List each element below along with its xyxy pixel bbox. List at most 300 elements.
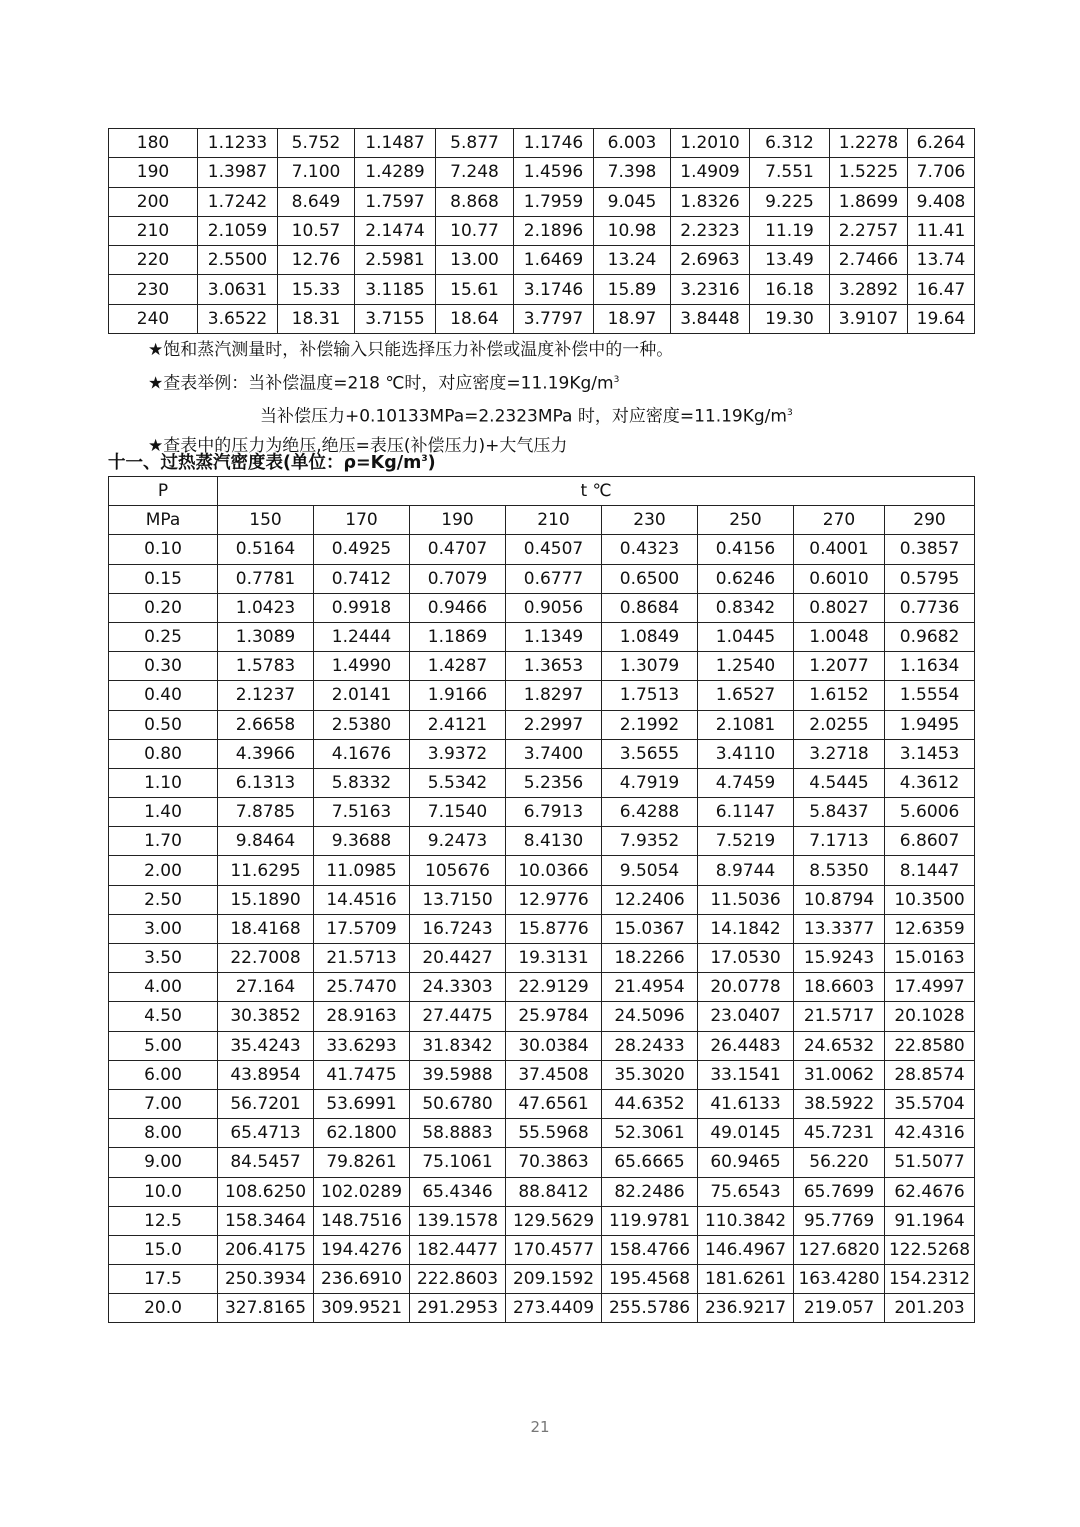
density-cell: 21.5717 [794,1002,885,1031]
density-cell: 15.9243 [794,944,885,973]
density-cell: 18.4168 [218,914,314,943]
density-cell: 0.8342 [698,593,794,622]
pressure-cell: 6.00 [109,1060,218,1089]
pressure-cell: 0.10 [109,535,218,564]
density-cell: 309.9521 [314,1294,410,1323]
density-cell: 154.2312 [885,1265,975,1294]
density-cell: 27.4475 [410,1002,506,1031]
density-cell: 255.5786 [602,1294,698,1323]
header-row-1 [109,477,975,506]
density-cell: 41.7475 [314,1060,410,1089]
density-cell: 39.5988 [410,1060,506,1089]
temperature-header-cell: 170 [314,506,410,535]
density-cell: 75.1061 [410,1148,506,1177]
density-cell: 11.0985 [314,856,410,885]
density-cell: 3.9372 [410,739,506,768]
table-cell: 210 [109,216,198,245]
density-cell: 37.4508 [506,1060,602,1089]
density-cell: 25.9784 [506,1002,602,1031]
density-cell: 70.3863 [506,1148,602,1177]
density-cell: 0.9918 [314,593,410,622]
table-cell: 1.4596 [514,158,594,187]
table-cell: 1.2278 [830,129,908,158]
density-cell: 44.6352 [602,1089,698,1118]
header-temperature: t ℃ [218,477,975,506]
table-row [109,1060,975,1089]
table-cell: 13.49 [750,246,830,275]
density-cell: 1.4287 [410,652,506,681]
density-cell: 1.5554 [885,681,975,710]
table-cell: 11.19 [750,216,830,245]
header-row-2 [109,506,975,535]
table-row [109,798,975,827]
table-cell: 5.877 [436,129,514,158]
temperature-header-cell: 250 [698,506,794,535]
density-cell: 18.2266 [602,944,698,973]
density-cell: 3.5655 [602,739,698,768]
density-cell: 27.164 [218,973,314,1002]
density-cell: 2.0255 [794,710,885,739]
table-cell: 240 [109,304,198,333]
density-cell: 35.3020 [602,1060,698,1089]
table-cell: 2.2323 [671,216,750,245]
temperature-header-cell: 190 [410,506,506,535]
density-cell: 195.4568 [602,1265,698,1294]
density-cell: 4.5445 [794,768,885,797]
table-cell: 3.7797 [514,304,594,333]
table-row [109,681,975,710]
note-line-3: 当补偿压力+0.10133MPa=2.2323MPa 时，对应密度$=11.19Kg/m^3$ [260,406,793,427]
density-cell: 219.057 [794,1294,885,1323]
density-cell: 102.0289 [314,1177,410,1206]
table-row [109,187,975,216]
table-row [109,1265,975,1294]
density-cell: 28.8574 [885,1060,975,1089]
pressure-cell: 2.50 [109,885,218,914]
table-row [109,710,975,739]
density-cell: 1.2444 [314,622,410,651]
density-cell: 17.0530 [698,944,794,973]
table-row [109,564,975,593]
density-cell: 58.8883 [410,1119,506,1148]
table-cell: 2.6963 [671,246,750,275]
density-cell: 163.4280 [794,1265,885,1294]
density-cell: 2.0141 [314,681,410,710]
table-cell: 3.1185 [355,275,436,304]
table-cell: 3.6522 [198,304,278,333]
density-cell: 0.7781 [218,564,314,593]
density-cell: 0.4507 [506,535,602,564]
table-cell: 190 [109,158,198,187]
density-cell: 0.5795 [885,564,975,593]
table-cell: 1.5225 [830,158,908,187]
density-cell: 24.5096 [602,1002,698,1031]
density-cell: 33.1541 [698,1060,794,1089]
density-cell: 51.5077 [885,1148,975,1177]
note-line-1: ★饱和蒸汽测量时，补偿输入只能选择压力补偿或温度补偿中的一种。 [148,340,674,360]
density-cell: 108.6250 [218,1177,314,1206]
table-row [109,535,975,564]
density-cell: 5.8332 [314,768,410,797]
table-cell: 200 [109,187,198,216]
density-cell: 0.6777 [506,564,602,593]
pressure-cell: 1.40 [109,798,218,827]
density-cell: 0.4001 [794,535,885,564]
density-cell: 49.0145 [698,1119,794,1148]
pressure-cell: 7.00 [109,1089,218,1118]
density-cell: 1.0849 [602,622,698,651]
table-cell: 15.33 [278,275,355,304]
density-cell: 3.1453 [885,739,975,768]
table-cell: 1.3987 [198,158,278,187]
density-cell: 4.1676 [314,739,410,768]
density-cell: 30.0384 [506,1031,602,1060]
table-cell: 15.89 [594,275,671,304]
table-cell: 180 [109,129,198,158]
density-cell: 0.8684 [602,593,698,622]
density-cell: 222.8603 [410,1265,506,1294]
density-cell: 28.2433 [602,1031,698,1060]
table-cell: 16.47 [908,275,975,304]
density-cell: 6.1313 [218,768,314,797]
density-cell: 2.1992 [602,710,698,739]
temperature-header-cell: 270 [794,506,885,535]
density-cell: 236.6910 [314,1265,410,1294]
density-cell: 1.7513 [602,681,698,710]
density-cell: 41.6133 [698,1089,794,1118]
density-cell: 182.4477 [410,1235,506,1264]
density-cell: 1.1869 [410,622,506,651]
table-cell: 1.7242 [198,187,278,216]
density-cell: 0.4323 [602,535,698,564]
table-cell: 11.41 [908,216,975,245]
density-cell: 65.4713 [218,1119,314,1148]
pressure-cell: 0.40 [109,681,218,710]
table-cell: 2.5500 [198,246,278,275]
table-cell: 1.6469 [514,246,594,275]
density-cell: 18.6603 [794,973,885,1002]
table-row [109,246,975,275]
density-cell: 0.9056 [506,593,602,622]
density-cell: 45.7231 [794,1119,885,1148]
density-cell: 20.1028 [885,1002,975,1031]
density-cell: 8.9744 [698,856,794,885]
pressure-cell: 3.00 [109,914,218,943]
table-cell: 9.408 [908,187,975,216]
density-cell: 5.2356 [506,768,602,797]
table-row [109,304,975,333]
density-cell: 1.0445 [698,622,794,651]
density-cell: 35.5704 [885,1089,975,1118]
pressure-cell: 15.0 [109,1235,218,1264]
density-cell: 43.8954 [218,1060,314,1089]
density-cell: 158.4766 [602,1235,698,1264]
table-cell: 13.00 [436,246,514,275]
density-cell: 75.6543 [698,1177,794,1206]
density-cell: 7.8785 [218,798,314,827]
density-cell: 11.6295 [218,856,314,885]
density-cell: 146.4967 [698,1235,794,1264]
density-cell: 56.220 [794,1148,885,1177]
pressure-cell: 0.20 [109,593,218,622]
density-cell: 0.7079 [410,564,506,593]
density-cell: 6.1147 [698,798,794,827]
density-cell: 91.1964 [885,1206,975,1235]
density-cell: 4.7459 [698,768,794,797]
density-cell: 65.7699 [794,1177,885,1206]
superheated-steam-table [108,476,975,1323]
density-cell: 2.4121 [410,710,506,739]
table-row [109,1206,975,1235]
table-cell: 15.61 [436,275,514,304]
density-cell: 1.2077 [794,652,885,681]
density-cell: 21.5713 [314,944,410,973]
density-cell: 0.4707 [410,535,506,564]
table-cell: 8.649 [278,187,355,216]
pressure-cell: 0.50 [109,710,218,739]
table-cell: 1.7959 [514,187,594,216]
density-cell: 38.5922 [794,1089,885,1118]
density-cell: 62.1800 [314,1119,410,1148]
density-cell: 14.1842 [698,914,794,943]
density-cell: 6.8607 [885,827,975,856]
density-cell: 1.3089 [218,622,314,651]
density-cell: 22.8580 [885,1031,975,1060]
note-line-4: ★查表中的压力为绝压,绝压=表压(补偿压力)+大气压力 [148,435,568,456]
pressure-cell: 3.50 [109,944,218,973]
density-cell: 9.3688 [314,827,410,856]
density-cell: 14.4516 [314,885,410,914]
density-cell: 20.4427 [410,944,506,973]
temperature-header-cell: 210 [506,506,602,535]
density-cell: 17.5709 [314,914,410,943]
table-cell: 230 [109,275,198,304]
pressure-cell: 5.00 [109,1031,218,1060]
table-cell: 3.8448 [671,304,750,333]
density-cell: 82.2486 [602,1177,698,1206]
table-cell: 10.57 [278,216,355,245]
density-cell: 65.6665 [602,1148,698,1177]
table-cell: 6.312 [750,129,830,158]
table-cell: 6.003 [594,129,671,158]
table-cell: 1.4909 [671,158,750,187]
density-cell: 0.3857 [885,535,975,564]
density-cell: 15.1890 [218,885,314,914]
pressure-cell: 0.30 [109,652,218,681]
density-cell: 209.1592 [506,1265,602,1294]
density-cell: 8.1447 [885,856,975,885]
table-cell: 1.1487 [355,129,436,158]
table-row [109,856,975,885]
density-cell: 7.9352 [602,827,698,856]
density-cell: 19.3131 [506,944,602,973]
density-cell: 327.8165 [218,1294,314,1323]
density-cell: 3.4110 [698,739,794,768]
table-row [109,1119,975,1148]
table-cell: 1.7597 [355,187,436,216]
table-row [109,768,975,797]
pressure-cell: 0.25 [109,622,218,651]
table-row [109,1235,975,1264]
table-cell: 19.30 [750,304,830,333]
saturated-steam-table [108,128,975,334]
density-cell: 3.7400 [506,739,602,768]
pressure-cell: 8.00 [109,1119,218,1148]
table-cell: 2.1896 [514,216,594,245]
density-cell: 1.8297 [506,681,602,710]
density-cell: 24.6532 [794,1031,885,1060]
density-cell: 5.6006 [885,798,975,827]
density-cell: 7.5163 [314,798,410,827]
density-cell: 15.8776 [506,914,602,943]
density-cell: 1.4990 [314,652,410,681]
density-cell: 31.0062 [794,1060,885,1089]
density-cell: 201.203 [885,1294,975,1323]
density-cell: 25.7470 [314,973,410,1002]
table-cell: 1.1233 [198,129,278,158]
density-cell: 7.1713 [794,827,885,856]
density-cell: 16.7243 [410,914,506,943]
table-cell: 1.4289 [355,158,436,187]
density-cell: 119.9781 [602,1206,698,1235]
density-cell: 1.3653 [506,652,602,681]
table-cell: 2.5981 [355,246,436,275]
table-cell: 19.64 [908,304,975,333]
density-cell: 4.7919 [602,768,698,797]
table-row [109,1294,975,1323]
density-cell: 1.3079 [602,652,698,681]
table-cell: 18.64 [436,304,514,333]
density-cell: 65.4346 [410,1177,506,1206]
pressure-cell: 10.0 [109,1177,218,1206]
page-number: 21 [530,1418,550,1436]
table-cell: 1.8699 [830,187,908,216]
density-cell: 0.6010 [794,564,885,593]
table-cell: 7.551 [750,158,830,187]
density-cell: 10.0366 [506,856,602,885]
temperature-header-cell: 230 [602,506,698,535]
density-cell: 105676 [410,856,506,885]
table-cell: 18.97 [594,304,671,333]
table-cell: 7.398 [594,158,671,187]
table-cell: 9.225 [750,187,830,216]
table-row [109,593,975,622]
table-cell: 13.74 [908,246,975,275]
table-cell: 1.2010 [671,129,750,158]
density-cell: 22.9129 [506,973,602,1002]
table-row [109,652,975,681]
density-cell: 170.4577 [506,1235,602,1264]
density-cell: 127.6820 [794,1235,885,1264]
table-cell: 1.1746 [514,129,594,158]
density-cell: 2.5380 [314,710,410,739]
table-row [109,216,975,245]
table-cell: 2.1474 [355,216,436,245]
density-cell: 17.4997 [885,973,975,1002]
density-cell: 12.6359 [885,914,975,943]
density-cell: 56.7201 [218,1089,314,1118]
table-cell: 1.8326 [671,187,750,216]
density-cell: 1.1349 [506,622,602,651]
header-p: P [109,477,218,506]
density-cell: 95.7769 [794,1206,885,1235]
notes [148,336,793,461]
density-cell: 47.6561 [506,1089,602,1118]
density-cell: 2.1081 [698,710,794,739]
density-cell: 55.5968 [506,1119,602,1148]
table-row [109,739,975,768]
table-row [109,1002,975,1031]
density-cell: 139.1578 [410,1206,506,1235]
table-cell: 13.24 [594,246,671,275]
density-cell: 22.7008 [218,944,314,973]
density-cell: 84.5457 [218,1148,314,1177]
density-cell: 35.4243 [218,1031,314,1060]
density-cell: 3.2718 [794,739,885,768]
density-cell: 5.8437 [794,798,885,827]
density-cell: 23.0407 [698,1002,794,1031]
density-cell: 1.5783 [218,652,314,681]
table-cell: 6.264 [908,129,975,158]
density-cell: 4.3966 [218,739,314,768]
table-cell: 2.2757 [830,216,908,245]
table-cell: 16.18 [750,275,830,304]
table-row [109,1089,975,1118]
density-cell: 20.0778 [698,973,794,1002]
density-cell: 1.6527 [698,681,794,710]
density-cell: 0.4156 [698,535,794,564]
density-cell: 21.4954 [602,973,698,1002]
density-cell: 0.9682 [885,622,975,651]
density-cell: 11.5036 [698,885,794,914]
density-cell: 148.7516 [314,1206,410,1235]
density-cell: 2.1237 [218,681,314,710]
density-cell: 52.3061 [602,1119,698,1148]
density-cell: 0.9466 [410,593,506,622]
pressure-cell: 17.5 [109,1265,218,1294]
density-cell: 7.5219 [698,827,794,856]
pressure-cell: 2.00 [109,856,218,885]
density-cell: 50.6780 [410,1089,506,1118]
density-cell: 12.2406 [602,885,698,914]
note-line-2: ★查表举例：当补偿温度=218 ℃时，对应密度$=11.19Kg/m^3$ [148,373,620,394]
pressure-cell: 0.80 [109,739,218,768]
density-cell: 206.4175 [218,1235,314,1264]
density-cell: 2.2997 [506,710,602,739]
pressure-cell: 4.00 [109,973,218,1002]
density-cell: 1.2540 [698,652,794,681]
table-row [109,1177,975,1206]
density-cell: 10.8794 [794,885,885,914]
density-cell: 9.8464 [218,827,314,856]
table-row [109,158,975,187]
table-cell: 220 [109,246,198,275]
density-cell: 7.1540 [410,798,506,827]
density-cell: 1.1634 [885,652,975,681]
density-cell: 9.2473 [410,827,506,856]
density-cell: 291.2953 [410,1294,506,1323]
pressure-cell: 4.50 [109,1002,218,1031]
density-cell: 0.7736 [885,593,975,622]
table-row [109,827,975,856]
density-cell: 26.4483 [698,1031,794,1060]
table-cell: 8.868 [436,187,514,216]
density-cell: 273.4409 [506,1294,602,1323]
density-cell: 13.7150 [410,885,506,914]
density-cell: 8.4130 [506,827,602,856]
table-cell: 9.045 [594,187,671,216]
density-cell: 28.9163 [314,1002,410,1031]
